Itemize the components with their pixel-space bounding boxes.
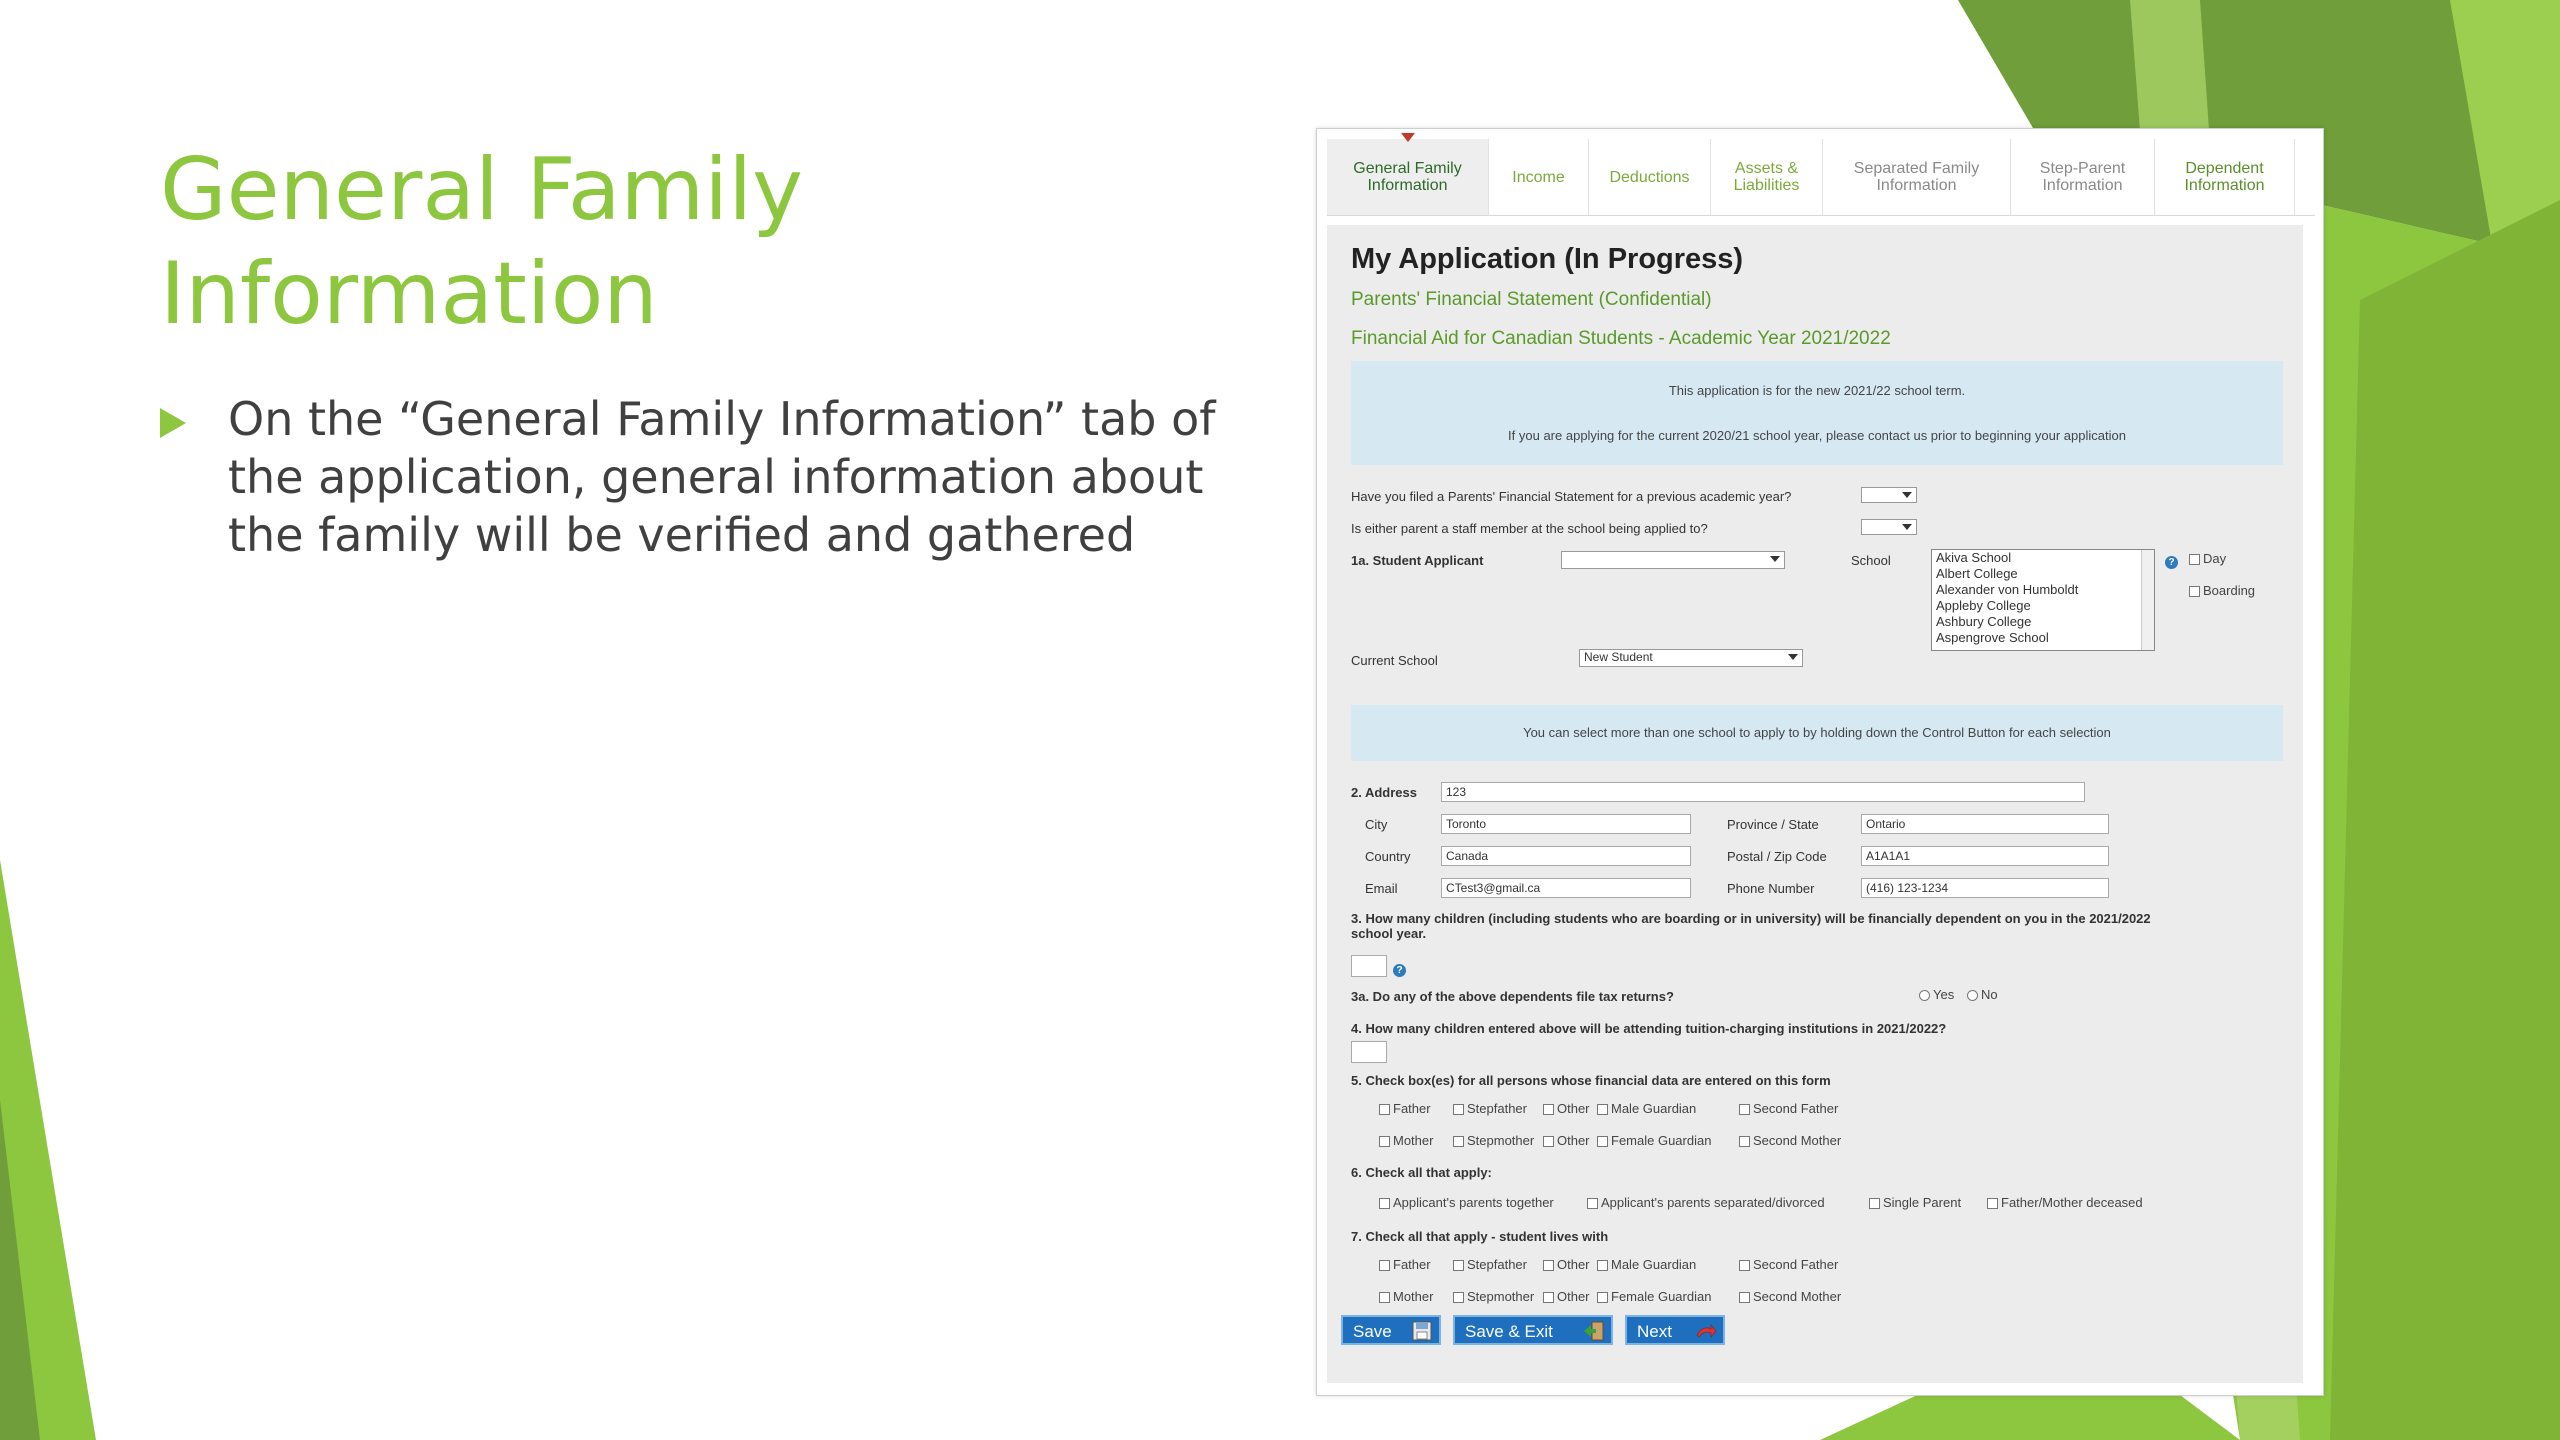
form-subtitle: Parents' Financial Statement (Confidential) <box>1351 289 1712 310</box>
tab-label: Dependent <box>2185 160 2264 177</box>
day-checkbox[interactable] <box>2189 551 2226 566</box>
single-parent-checkbox[interactable] <box>1869 1195 1961 1210</box>
tab-dependent-information[interactable] <box>2155 139 2295 215</box>
checkbox-icon <box>1597 1136 1608 1147</box>
tab-label: Information <box>1367 177 1448 194</box>
city-label: City <box>1365 817 1388 832</box>
checkbox-icon <box>1379 1198 1390 1209</box>
option-label: Second Father <box>1753 1257 1839 1272</box>
checkbox-icon <box>1597 1260 1608 1271</box>
tab-label: Information <box>2184 177 2265 194</box>
family-status-question: 6. Check all that apply: <box>1351 1165 1492 1180</box>
checkbox-icon <box>1379 1104 1390 1115</box>
q5-second-mother-checkbox[interactable] <box>1739 1133 1841 1148</box>
option-label: Father <box>1393 1101 1431 1116</box>
bullet-item <box>160 390 1280 564</box>
staff-member-question: Is either parent a staff member at the school being applied to? <box>1351 521 1708 536</box>
chevron-down-icon <box>1902 492 1912 498</box>
next-arrow-icon <box>1695 1321 1717 1341</box>
country-label: Country <box>1365 849 1411 864</box>
option-label: Mother <box>1393 1133 1434 1148</box>
checkbox-icon <box>1869 1198 1880 1209</box>
option-label: Second Mother <box>1753 1133 1842 1148</box>
tax-returns-yes-radio[interactable] <box>1919 987 1954 1002</box>
current-school-select[interactable] <box>1579 649 1803 667</box>
dependents-count-input[interactable] <box>1351 955 1387 977</box>
checkbox-icon <box>1453 1260 1464 1271</box>
financial-data-question: 5. Check box(es) for all persons whose financial data are entered on this form <box>1351 1073 1831 1088</box>
term-notice-line2: If you are applying for the current 2020/21 school year, please contact us prior to beginning your application <box>1508 428 2126 443</box>
tab-label: Liabilities <box>1733 177 1800 194</box>
tab-step-parent-information[interactable] <box>2011 139 2155 215</box>
save-and-exit-button-label: Save & Exit <box>1465 1322 1553 1341</box>
current-school-label: Current School <box>1351 653 1438 668</box>
option-label: Stepfather <box>1467 1101 1527 1116</box>
option-label: Second Father <box>1753 1101 1839 1116</box>
school-option[interactable]: Albert College <box>1936 566 2018 581</box>
option-label: Applicant's parents together <box>1393 1195 1554 1210</box>
checkbox-icon <box>1379 1260 1390 1271</box>
option-label: Second Mother <box>1753 1289 1842 1304</box>
option-label: Male Guardian <box>1611 1101 1697 1116</box>
country-input[interactable]: Canada <box>1441 846 1691 866</box>
q7-second-mother-checkbox[interactable] <box>1739 1289 1841 1304</box>
q5-stepmother-checkbox[interactable] <box>1453 1133 1534 1148</box>
radio-icon <box>1919 990 1930 1001</box>
checkbox-icon <box>1739 1292 1750 1303</box>
school-label: School <box>1851 553 1891 568</box>
school-option[interactable]: Ashbury College <box>1936 614 2032 629</box>
tab-label: Step-Parent <box>2039 160 2126 177</box>
tab-general-family-information[interactable] <box>1327 139 1489 215</box>
boarding-label: Boarding <box>2203 583 2256 598</box>
chevron-down-icon <box>1902 524 1912 530</box>
option-label: Other <box>1557 1289 1590 1304</box>
radio-icon <box>1967 990 1978 1001</box>
q5-mother-checkbox[interactable] <box>1379 1133 1433 1148</box>
checkbox-icon <box>1597 1292 1608 1303</box>
bullet-arrow-icon <box>160 408 186 438</box>
tab-separated-family-information[interactable] <box>1823 139 2011 215</box>
q7-stepfather-checkbox[interactable] <box>1453 1257 1527 1272</box>
chevron-down-icon <box>1770 556 1780 562</box>
email-label: Email <box>1365 881 1398 896</box>
checkbox-icon <box>1543 1292 1554 1303</box>
option-label: Stepmother <box>1467 1289 1535 1304</box>
parent-deceased-checkbox[interactable] <box>1987 1195 2143 1210</box>
next-button-label: Next <box>1637 1322 1672 1341</box>
staff-member-select[interactable] <box>1861 519 1917 535</box>
tab-label: Information <box>1876 177 1957 194</box>
checkbox-icon <box>1379 1136 1390 1147</box>
postal-code-label: Postal / Zip Code <box>1727 849 1827 864</box>
province-label: Province / State <box>1727 817 1819 832</box>
q5-female-guardian-checkbox[interactable] <box>1597 1133 1711 1148</box>
tuition-question: 4. How many children entered above will be attending tuition-charging institutions in 2021/2022? <box>1351 1021 1947 1036</box>
checkbox-icon <box>2189 554 2200 565</box>
student-applicant-select[interactable] <box>1561 551 1785 569</box>
day-label: Day <box>2203 551 2227 566</box>
tab-label: Deductions <box>1609 168 1690 186</box>
q7-other-male-checkbox[interactable] <box>1543 1257 1590 1272</box>
option-label: Other <box>1557 1133 1590 1148</box>
checkbox-icon <box>1453 1136 1464 1147</box>
checkbox-icon <box>1453 1292 1464 1303</box>
school-option[interactable]: Akiva School <box>1936 550 2012 565</box>
tab-label: Income <box>1512 168 1565 186</box>
q7-male-guardian-checkbox[interactable] <box>1597 1257 1696 1272</box>
tab-label: General Family <box>1353 160 1462 177</box>
option-label: Female Guardian <box>1611 1133 1712 1148</box>
tax-returns-no-radio[interactable] <box>1967 987 1998 1002</box>
checkbox-icon <box>1987 1198 1998 1209</box>
postal-code-input[interactable]: A1A1A1 <box>1861 846 2109 866</box>
option-label: Stepfather <box>1467 1257 1527 1272</box>
option-label: Applicant's parents separated/divorced <box>1601 1195 1825 1210</box>
slide-title <box>160 138 1260 346</box>
multi-select-notice: You can select more than one school to apply to by holding down the Control Button for each selection <box>1351 705 2283 761</box>
yes-label: Yes <box>1933 987 1955 1002</box>
previous-pfs-question: Have you filed a Parents' Financial Statement for a previous academic year? <box>1351 489 1792 504</box>
school-option[interactable]: Appleby College <box>1936 598 2031 613</box>
q7-stepmother-checkbox[interactable] <box>1453 1289 1534 1304</box>
checkbox-icon <box>1739 1136 1750 1147</box>
option-label: Father <box>1393 1257 1431 1272</box>
listbox-scrollbar[interactable] <box>2141 550 2154 650</box>
option-label: Stepmother <box>1467 1133 1535 1148</box>
term-notice <box>1351 361 2283 465</box>
parents-together-checkbox[interactable] <box>1379 1195 1554 1210</box>
option-label: Other <box>1557 1101 1590 1116</box>
q5-father-checkbox[interactable] <box>1379 1101 1431 1116</box>
option-label: Male Guardian <box>1611 1257 1697 1272</box>
q5-stepfather-checkbox[interactable] <box>1453 1101 1527 1116</box>
dependents-help-icon[interactable]: ? <box>1393 960 1406 978</box>
checkbox-icon <box>1739 1104 1750 1115</box>
slide-title-line2: Information <box>160 244 658 344</box>
school-listbox[interactable] <box>1931 549 2155 651</box>
bullet-text: On the “General Family Information” tab of the application, general information about the family will be verified and gathered <box>228 392 1216 562</box>
save-button[interactable] <box>1341 1315 1441 1345</box>
no-label: No <box>1981 987 1998 1002</box>
save-button-label: Save <box>1353 1322 1392 1341</box>
slide-title-line1: General Family <box>160 140 803 240</box>
dependents-question <box>1351 911 2291 941</box>
checkbox-icon <box>1379 1292 1390 1303</box>
school-option[interactable]: Alexander von Humboldt <box>1936 582 2079 597</box>
checkbox-icon <box>1543 1260 1554 1271</box>
province-input[interactable]: Ontario <box>1861 814 2109 834</box>
lives-with-question: 7. Check all that apply - student lives with <box>1351 1229 1609 1244</box>
student-applicant-label: 1a. Student Applicant <box>1351 553 1484 568</box>
active-tab-marker-icon <box>1401 133 1415 142</box>
option-label: Female Guardian <box>1611 1289 1712 1304</box>
save-and-exit-button[interactable] <box>1453 1315 1613 1345</box>
tab-deductions[interactable] <box>1589 139 1711 215</box>
phone-label: Phone Number <box>1727 881 1815 896</box>
q5-other-female-checkbox[interactable] <box>1543 1133 1590 1148</box>
checkbox-icon <box>1597 1104 1608 1115</box>
q5-other-male-checkbox[interactable] <box>1543 1101 1590 1116</box>
tuition-count-input[interactable] <box>1351 1041 1387 1063</box>
chevron-down-icon <box>1788 654 1798 660</box>
next-button[interactable] <box>1625 1315 1725 1345</box>
tab-label: Assets & <box>1734 160 1799 177</box>
checkbox-icon <box>1543 1136 1554 1147</box>
exit-door-icon <box>1583 1321 1605 1341</box>
dependents-question-line2: school year. <box>1351 926 1427 941</box>
q7-female-guardian-checkbox[interactable] <box>1597 1289 1711 1304</box>
application-title: My Application (In Progress) <box>1351 243 1744 275</box>
academic-year-subtitle: Financial Aid for Canadian Students - Academic Year 2021/2022 <box>1351 328 1891 349</box>
q5-male-guardian-checkbox[interactable] <box>1597 1101 1696 1116</box>
checkbox-icon <box>1543 1104 1554 1115</box>
current-school-value: New Student <box>1584 650 1653 664</box>
tab-assets-liabilities[interactable] <box>1711 139 1823 215</box>
q7-father-checkbox[interactable] <box>1379 1257 1431 1272</box>
tab-income[interactable] <box>1489 139 1589 215</box>
option-label: Mother <box>1393 1289 1434 1304</box>
address-label: 2. Address <box>1351 785 1417 800</box>
option-label: Single Parent <box>1883 1195 1962 1210</box>
checkbox-icon <box>1453 1104 1464 1115</box>
address-input[interactable]: 123 <box>1441 782 2085 802</box>
tax-returns-question: 3a. Do any of the above dependents file tax returns? <box>1351 989 1674 1004</box>
dependents-question-line1: 3. How many children (including students who are boarding or in university) will be financially dependent on you in the 2021/2022 <box>1351 911 2151 926</box>
tab-label: Information <box>2042 177 2123 194</box>
email-input[interactable]: CTest3@gmail.ca <box>1441 878 1691 898</box>
school-help-icon[interactable]: ? <box>2165 552 2178 570</box>
tab-bar <box>1327 139 2315 216</box>
checkbox-icon <box>2189 586 2200 597</box>
term-notice-line1: This application is for the new 2021/22 school term. <box>1668 383 1966 398</box>
option-label: Father/Mother deceased <box>2001 1195 2143 1210</box>
q7-other-female-checkbox[interactable] <box>1543 1289 1590 1304</box>
school-option[interactable]: Aspengrove School <box>1936 630 2049 645</box>
checkbox-icon <box>1587 1198 1598 1209</box>
phone-input[interactable]: (416) 123-1234 <box>1861 878 2109 898</box>
parents-separated-checkbox[interactable] <box>1587 1195 1825 1210</box>
floppy-disk-icon <box>1411 1321 1433 1341</box>
city-input[interactable]: Toronto <box>1441 814 1691 834</box>
option-label: Other <box>1557 1257 1590 1272</box>
q7-mother-checkbox[interactable] <box>1379 1289 1433 1304</box>
q7-second-father-checkbox[interactable] <box>1739 1257 1838 1272</box>
application-screenshot <box>1316 128 2324 1396</box>
checkbox-icon <box>1739 1260 1750 1271</box>
application-form <box>1327 225 2303 1383</box>
q5-second-father-checkbox[interactable] <box>1739 1101 1838 1116</box>
tab-label: Separated Family <box>1853 160 1980 177</box>
boarding-checkbox[interactable] <box>2189 583 2255 598</box>
previous-pfs-select[interactable] <box>1861 487 1917 503</box>
